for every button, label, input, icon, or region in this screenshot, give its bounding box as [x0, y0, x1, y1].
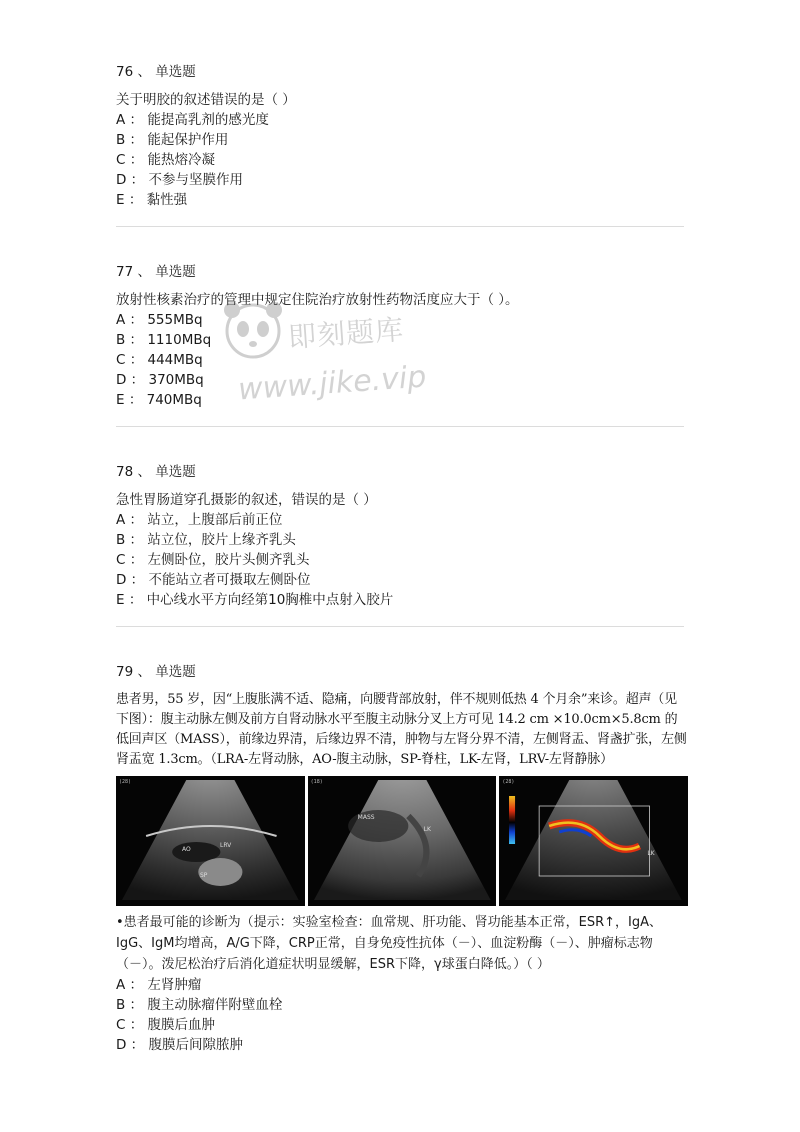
question-header: 79 、 单选题	[116, 664, 196, 680]
question-77	[116, 262, 686, 410]
label-ao: AO	[182, 846, 191, 853]
divider	[116, 426, 684, 427]
case-description: 患者男，55 岁，因“上腹胀满不适、隐痛，向腰背部放射，伴不规则低热 4 个月余”来诊。超声（见下图）：腹主动脉左侧及前方自肾动脉水平至腹主动脉分叉上方可见 14.2 cm ×10.0cm×5.8cm 的低回声区（MASS），前缘边界清，后缘边界不清，肿物与左肾分界不清，左侧肾盂、肾盏扩张，左侧肾盂宽 1.3cm。（LRA-左肾动脉，AO-腹主动脉，SP-脊柱，LK-左肾，LRV-左肾静脉）	[116, 692, 687, 767]
option-a[interactable]: A ： 555MBq	[116, 312, 203, 328]
question-79	[116, 662, 690, 1055]
option-c[interactable]: C ： 腹膜后血肿	[116, 1017, 216, 1033]
question-header: 77 、 单选题	[116, 264, 196, 280]
ultrasound-figure	[116, 776, 688, 906]
question-stem: 放射性核素治疗的管理中规定住院治疗放射性药物活度应大于（ ）。	[116, 292, 519, 308]
option-d[interactable]: D ： 不参与坚膜作用	[116, 172, 243, 188]
question-stem: •患者最可能的诊断为（提示：实验室检查：血常规、肝功能、肾功能基本正常，ESR↑，IgA、IgG、IgM均增高，A/G下降，CRP正常，自身免疫性抗体（－）、血淀粉酶（－）、肿瘤标志物（－）。泼尼松治疗后消化道症状明显缓解，ESR下降，γ球蛋白降低。）（ ）	[116, 915, 663, 972]
option-c[interactable]: C ： 左侧卧位，胶片头侧齐乳头	[116, 552, 310, 568]
option-d[interactable]: D ： 不能站立者可摄取左侧卧位	[116, 572, 311, 588]
option-d[interactable]: D ： 腹膜后间隙脓肿	[116, 1037, 243, 1053]
divider	[116, 226, 684, 227]
divider	[116, 626, 684, 627]
watermark-url: www.jike.vip	[237, 359, 428, 408]
option-e[interactable]: E ： 740MBq	[116, 392, 202, 408]
option-a[interactable]: A ： 站立，上腹部后前正位	[116, 512, 283, 528]
label-lk: LK	[647, 850, 655, 857]
question-76	[116, 62, 686, 210]
label-lk: LK	[423, 826, 431, 833]
label-mass: MASS	[357, 814, 375, 821]
watermark-text: 即刻题库	[287, 312, 406, 355]
option-e[interactable]: E ： 黏性强	[116, 192, 188, 208]
label-sp: SP	[200, 872, 208, 879]
option-c[interactable]: C ： 能热熔冷凝	[116, 152, 216, 168]
option-a[interactable]: A ： 能提高乳剂的感光度	[116, 112, 269, 128]
label-lrv: LRV	[220, 842, 232, 849]
option-d[interactable]: D ： 370MBq	[116, 372, 204, 388]
option-b[interactable]: B ： 腹主动脉瘤伴附壁血栓	[116, 997, 283, 1013]
ultrasound-panel-3	[499, 776, 688, 906]
option-b[interactable]: B ： 能起保护作用	[116, 132, 229, 148]
ultrasound-panel-2	[308, 776, 497, 906]
question-header: 76 、 单选题	[116, 64, 196, 80]
question-stem: 关于明胶的叙述错误的是（ ）	[116, 92, 296, 108]
option-a[interactable]: A ： 左肾肿瘤	[116, 977, 202, 993]
question-header: 78 、 单选题	[116, 464, 196, 480]
option-b[interactable]: B ： 站立位，胶片上缘齐乳头	[116, 532, 296, 548]
overlay-text: (28)	[119, 779, 147, 785]
option-b[interactable]: B ： 1110MBq	[116, 332, 212, 348]
option-e[interactable]: E ： 中心线水平方向经第10胸椎中点射入胶片	[116, 592, 394, 608]
overlay-text: (18)	[310, 779, 338, 785]
overlay-text: (28)	[502, 779, 530, 785]
question-stem: 急性胃肠道穿孔摄影的叙述，错误的是（ ）	[116, 492, 377, 508]
question-78	[116, 462, 686, 610]
option-c[interactable]: C ： 444MBq	[116, 352, 203, 368]
ultrasound-panel-1	[116, 776, 305, 906]
